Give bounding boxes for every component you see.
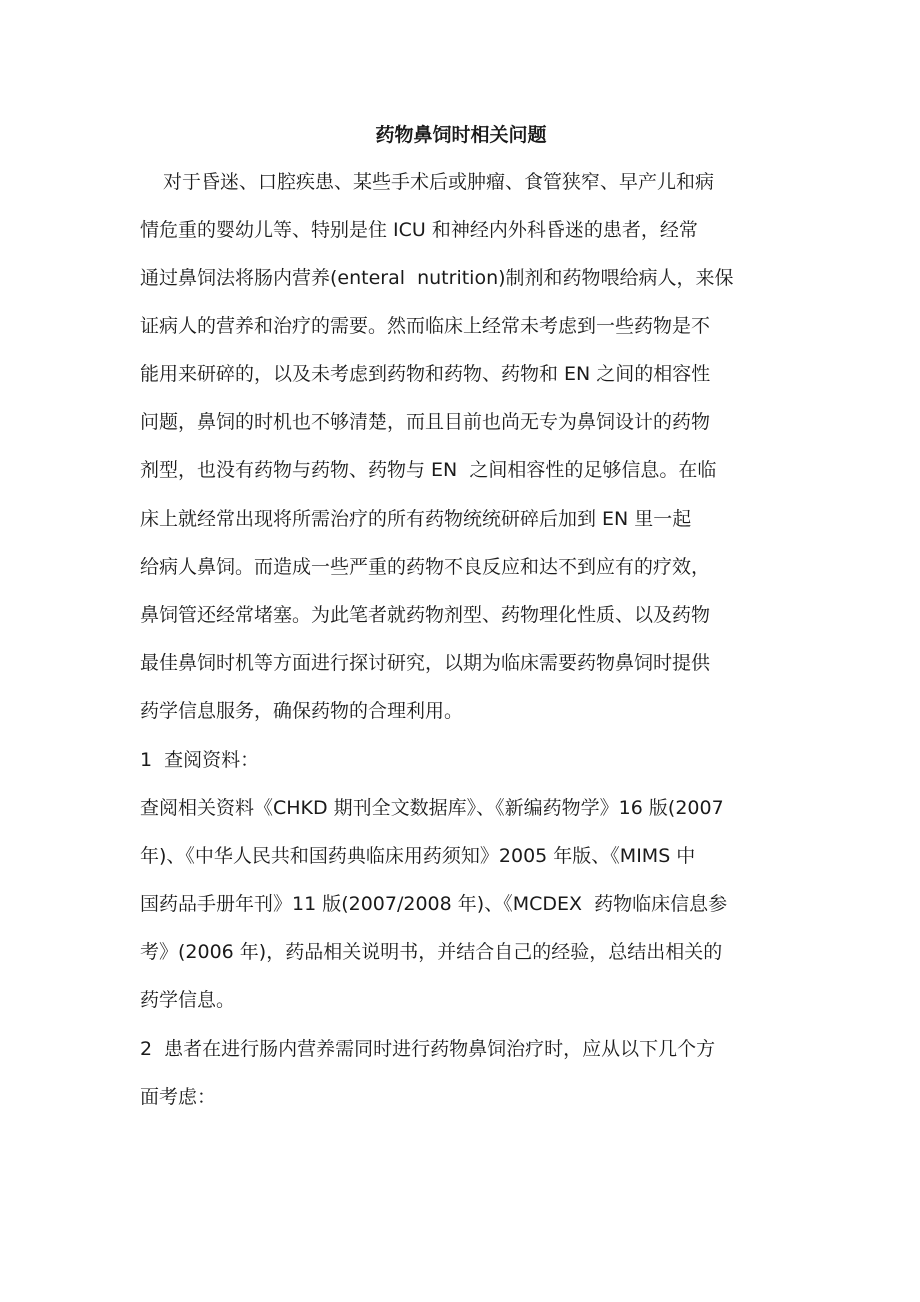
paragraph-line: 能用来研碎的，以及未考虑到药物和药物、药物和 EN 之间的相容性 [140,363,711,385]
paragraph-line: 药学信息服务，确保药物的合理利用。 [140,700,464,722]
paragraph-line: 考》(2006 年)，药品相关说明书，并结合自己的经验，总结出相关的 [140,941,723,963]
paragraph-line: 给病人鼻饲。而造成一些严重的药物不良反应和达不到应有的疗效， [140,556,711,578]
paragraph-line: 床上就经常出现将所需治疗的所有药物统统研碎后加到 EN 里一起 [140,508,692,530]
paragraph-line: 药学信息。 [140,989,236,1011]
paragraph-line: 对于昏迷、口腔疾患、某些手术后或肿瘤、食管狭窄、早产儿和病 [163,171,715,193]
section-heading: 2 患者在进行肠内营养需同时进行药物鼻饲治疗时，应从以下几个方 [140,1038,716,1060]
paragraph-line: 证病人的营养和治疗的需要。然而临床上经常未考虑到一些药物是不 [140,315,711,337]
paragraph-line: 年)、《中华人民共和国药典临床用药须知》2005 年版、《MIMS 中 [140,845,696,867]
paragraph-line: 国药品手册年刊》11 版(2007/2008 年)、《MCDEX 药物临床信息参 [140,893,728,915]
paragraph-line: 通过鼻饲法将肠内营养(enteral nutrition)制剂和药物喂给病人，来保 [140,267,734,289]
paragraph-line: 鼻饲管还经常堵塞。为此笔者就药物剂型、药物理化性质、以及药物 [140,604,711,626]
paragraph-line: 最佳鼻饲时机等方面进行探讨研究，以期为临床需要药物鼻饲时提供 [140,652,711,674]
paragraph-line: 问题，鼻饲的时机也不够清楚，而且目前也尚无专为鼻饲设计的药物 [140,411,711,433]
paragraph-line: 情危重的婴幼儿等、特别是住 ICU 和神经内外科昏迷的患者，经常 [140,219,698,241]
paragraph-line: 剂型，也没有药物与药物、药物与 EN 之间相容性的足够信息。在临 [140,459,717,481]
paragraph-line: 查阅相关资料《CHKD 期刊全文数据库》、《新编药物学》16 版(2007 [140,797,724,819]
section-heading: 1 查阅资料： [140,749,260,771]
paragraph-line: 面考虑： [140,1086,217,1108]
document-title: 药物鼻饲时相关问题 [375,124,547,146]
